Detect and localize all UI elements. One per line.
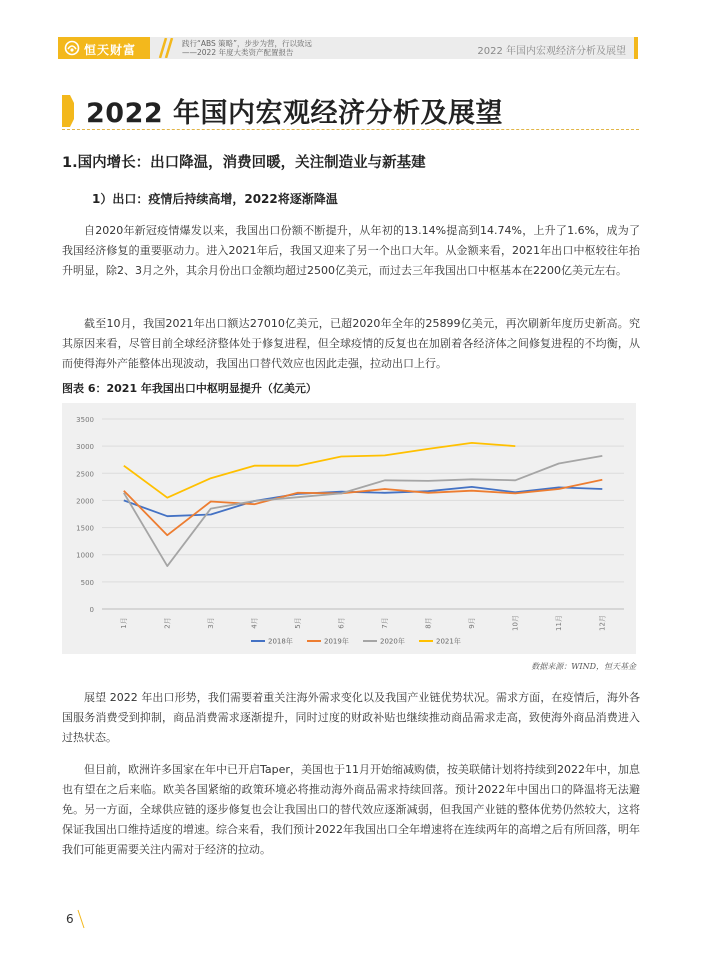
series-line-2020年 bbox=[124, 456, 603, 566]
y-tick-label: 0 bbox=[89, 606, 94, 614]
y-tick-label: 1000 bbox=[76, 551, 94, 560]
data-source: 数据来源：WIND，恒天基金 bbox=[531, 662, 636, 671]
x-tick-label: 11月 bbox=[554, 615, 563, 631]
paragraph-3: 展望 2022 年出口形势，我们需要着重关注海外需求变化以及我国产业链优势状况。需求方面，在疫情后，海外各国服务消费受到抑制，商品消费需求逐渐提升，同时过度的财政补贴也继续推动商品需求走高，致使海外商品消费进入过热状态。 bbox=[62, 691, 640, 744]
export-line-chart bbox=[62, 403, 636, 654]
tagline-line-2: ——2022 年度大类资产配置报告 bbox=[182, 48, 294, 57]
brand-name: 恒天财富 bbox=[84, 43, 137, 57]
page-number-slash-decoration bbox=[76, 908, 86, 930]
y-tick-label: 3500 bbox=[76, 416, 94, 424]
x-tick-label: 1月 bbox=[119, 617, 128, 629]
figure-caption: 图表 6：2021 年我国出口中枢明显提升（亿美元） bbox=[62, 382, 317, 395]
paragraph-4: 但目前，欧洲许多国家在年中已开启Taper，美国也于11月开始缩减购债，按美联储计划将持续到2022年中，加息也有望在之后来临。欧美各国紧缩的政策环境必将推动海外商品需求持续回落。预计2022年中国出口的降温将无法避免。另一方面，全球供应链的逐步修复也会让我国出口的替代效应逐渐减弱，但我国产业链的整体优势仍然较大，这将保证我国出口维持适度的增速。综合来看，我们预计2022年我国出口全年增速将在连续两年的高增之后有所回落，明年我们可能更需要关注内需对于经济的拉动。 bbox=[62, 763, 640, 856]
legend-label: 2020年 bbox=[380, 637, 405, 646]
page-number: 6 bbox=[66, 912, 74, 926]
export-chart bbox=[62, 403, 636, 654]
subsection-heading: 1）出口：疫情后持续高增，2022将逐渐降温 bbox=[92, 192, 338, 206]
title-divider bbox=[62, 129, 639, 130]
paragraph-1: 自2020年新冠疫情爆发以来，我国出口份额不断提升，从年初的13.14%提高到14.74%，上升了1.6%，成为了我国经济修复的重要驱动力。进入2021年后，我国又迎来了另一个出口大年。从金额来看，2021年出口中枢较往年抬升明显，除2、3月之外，其余月份出口金额均超过2500亿美元，而过去三年我国出口中枢基本在2200亿美元左右。 bbox=[62, 224, 640, 277]
x-tick-label: 7月 bbox=[380, 617, 389, 629]
y-tick-label: 3000 bbox=[76, 443, 94, 452]
legend-label: 2018年 bbox=[268, 637, 293, 646]
header-tagline bbox=[182, 39, 312, 57]
header-slash-decoration bbox=[154, 38, 178, 58]
section-heading: 1.国内增长：出口降温，消费回暖，关注制造业与新基建 bbox=[62, 155, 426, 171]
legend-label: 2019年 bbox=[324, 637, 349, 646]
page-title: 2022 年国内宏观经济分析及展望 bbox=[86, 98, 504, 129]
title-marker-icon bbox=[62, 95, 74, 127]
y-tick-label: 2000 bbox=[76, 497, 94, 506]
y-tick-label: 500 bbox=[80, 578, 94, 587]
x-tick-label: 12月 bbox=[598, 615, 607, 631]
x-tick-label: 9月 bbox=[467, 617, 476, 629]
x-tick-label: 6月 bbox=[337, 617, 346, 629]
series-line-2021年 bbox=[124, 443, 516, 498]
paragraph-2: 截至10月，我国2021年出口额达27010亿美元，已超2020年全年的25899亿美元，再次刷新年度历史新高。究其原因来看，尽管目前全球经济整体处于修复进程，但全球疫情的反复也在加剧着各经济体之间修复进程的不均衡，从而使得海外产能整体出现波动，我国出口替代效应也因此走强，拉动出口上行。 bbox=[62, 317, 640, 370]
page-header bbox=[58, 37, 638, 59]
x-tick-label: 10月 bbox=[511, 615, 520, 631]
x-tick-label: 8月 bbox=[424, 617, 433, 629]
x-tick-label: 4月 bbox=[250, 617, 259, 629]
series-line-2019年 bbox=[124, 480, 603, 535]
x-tick-label: 2月 bbox=[163, 617, 172, 629]
legend-label: 2021年 bbox=[436, 637, 461, 646]
tagline-line-1: 践行“ABS 策略”，步步为营，行以致远 bbox=[182, 39, 313, 48]
header-document-title: 2022 年国内宏观经济分析及展望 bbox=[477, 46, 626, 57]
brand-logo bbox=[58, 37, 150, 59]
y-tick-label: 2500 bbox=[76, 470, 94, 479]
y-tick-label: 1500 bbox=[76, 524, 94, 533]
header-accent-bar bbox=[634, 37, 638, 59]
x-tick-label: 5月 bbox=[293, 617, 302, 629]
brand-logo-icon bbox=[64, 40, 80, 56]
x-tick-label: 3月 bbox=[206, 617, 215, 629]
